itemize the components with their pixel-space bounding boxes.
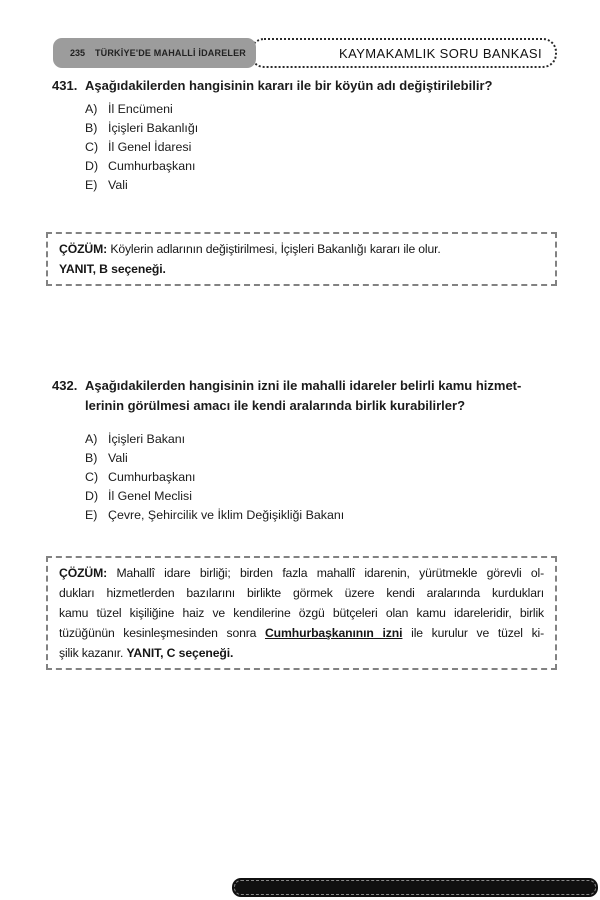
option-text: Vali — [108, 451, 128, 465]
solution-body: Mahallî idare birliği; birden fazla mahallî idarenin, yürütmekle görevli ol- — [107, 566, 544, 580]
question-432 — [52, 376, 560, 416]
question-number: 432. — [52, 378, 78, 393]
option-letter: A) — [85, 432, 98, 446]
section-title: TÜRKİYE'DE MAHALLİ İDARELER — [94, 48, 246, 58]
question-text — [85, 76, 492, 96]
option-row — [85, 100, 198, 119]
options-431 — [85, 100, 198, 195]
solution-text — [59, 563, 544, 583]
solution-emphasis: Cumhurbaşkanının izni — [264, 626, 403, 640]
solution-body: dukları hizmetlerden bazılarını birlikte görmek üzere kendi aralarında kurdukları — [59, 586, 544, 600]
option-row — [85, 176, 198, 195]
solution-body: kamu tüzel kişiliğine haiz ve kendilerine özgü bütçeleri olan kamu idareleridir, birlik — [59, 606, 544, 620]
option-text: İçişleri Bakanı — [108, 432, 186, 446]
option-letter: C) — [85, 470, 99, 484]
book-title: KAYMAKAMLIK SORU BANKASI — [339, 45, 542, 61]
option-row — [85, 119, 198, 138]
option-text: Çevre, Şehircilik ve İklim Değişikliği Bakanı — [108, 508, 345, 522]
option-text: İçişleri Bakanlığı — [108, 121, 199, 135]
solution-label: ÇÖZÜM: — [59, 566, 108, 580]
option-text: İl Genel Meclisi — [108, 489, 193, 503]
question-431 — [52, 76, 560, 96]
solution-text — [59, 603, 544, 623]
option-text: Cumhurbaşkanı — [108, 159, 196, 173]
option-text: İl Encümeni — [108, 102, 173, 116]
option-text: Cumhurbaşkanı — [108, 470, 196, 484]
option-letter: B) — [85, 121, 98, 135]
option-row — [85, 506, 344, 525]
option-text: Vali — [108, 178, 128, 192]
option-text: İl Genel İdaresi — [108, 140, 192, 154]
section-header-box — [53, 38, 256, 68]
option-row — [85, 487, 344, 506]
solution-box-432 — [46, 556, 557, 670]
footer-bar — [232, 878, 598, 897]
question-text — [85, 376, 521, 416]
option-letter: C) — [85, 140, 99, 154]
option-row — [85, 449, 344, 468]
solution-answer-line — [59, 643, 544, 663]
options-432 — [85, 430, 344, 525]
page-number: 235 — [70, 48, 86, 58]
solution-body: Köylerin adlarının değiştirilmesi, İçişleri Bakanlığı kararı ile olur. — [107, 242, 441, 256]
option-letter: A) — [85, 102, 98, 116]
solution-label: ÇÖZÜM: — [59, 242, 108, 256]
solution-body: tüzüğünün kesinleşmesinden sonra — [59, 626, 265, 640]
solution-answer-line — [59, 259, 544, 279]
option-letter: E) — [85, 508, 98, 522]
solution-body: şilik kazanır. — [59, 646, 127, 660]
option-row — [85, 138, 198, 157]
option-letter: E) — [85, 178, 98, 192]
solution-body: ile kurulur ve tüzel ki- — [402, 626, 544, 640]
option-row — [85, 468, 344, 487]
option-row — [85, 157, 198, 176]
footer-bar-dotted-line — [234, 880, 596, 895]
option-letter: B) — [85, 451, 98, 465]
solution-answer: YANIT, B seçeneği. — [59, 262, 166, 276]
solution-text — [59, 583, 544, 603]
solution-answer: YANIT, C seçeneği. — [126, 646, 234, 660]
solution-text — [59, 239, 544, 259]
book-title-box — [250, 38, 557, 68]
question-number: 431. — [52, 78, 78, 93]
option-row — [85, 430, 344, 449]
question-line: Aşağıdakilerden hangisinin izni ile mahalli idareler belirli kamu hizmet- — [85, 378, 522, 393]
option-letter: D) — [85, 489, 99, 503]
solution-box-431 — [46, 232, 557, 286]
question-line: Aşağıdakilerden hangisinin kararı ile bir köyün adı değiştirilebilir? — [85, 78, 493, 93]
option-letter: D) — [85, 159, 99, 173]
solution-text — [59, 623, 544, 643]
question-line: lerinin görülmesi amacı ile kendi aralarında birlik kurabilirler? — [85, 398, 466, 413]
